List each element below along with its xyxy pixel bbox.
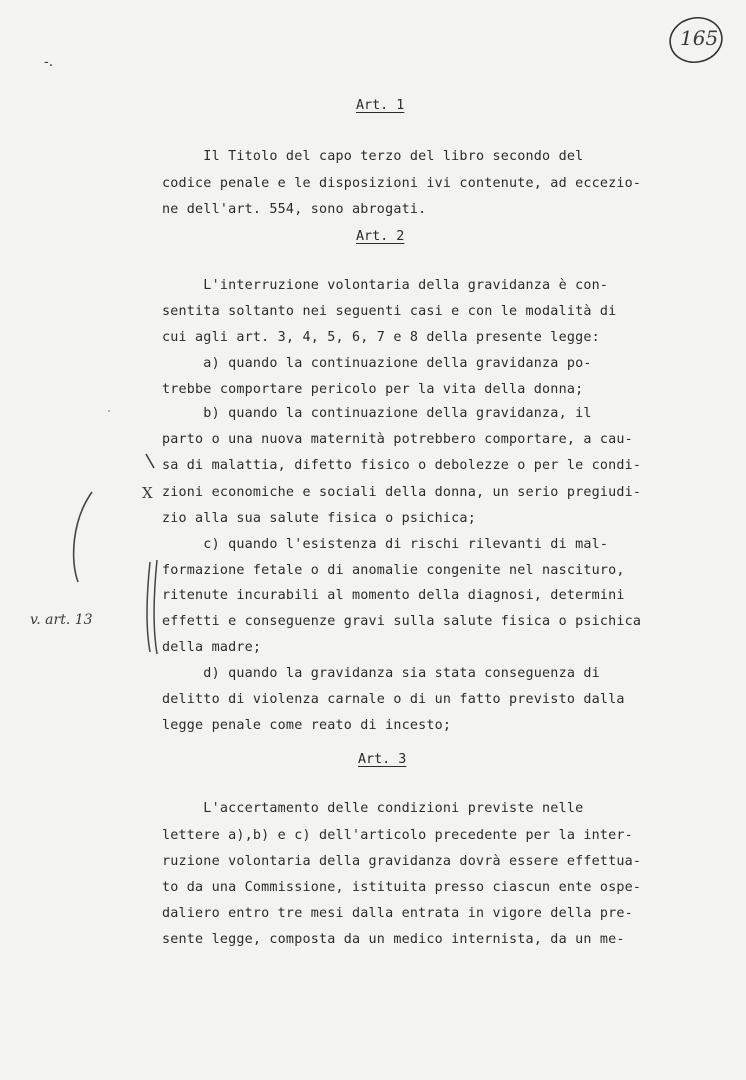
article-2-line: c) quando l'esistenza di rischi rilevanti di mal- (162, 537, 609, 552)
article-1-line: Il Titolo del capo terzo del libro secondo del (162, 149, 584, 164)
margin-mark-top: -. (44, 54, 54, 70)
article-2-line: L'interruzione volontaria della gravidanza è con- (162, 278, 609, 293)
article-3-line: lettere a),b) e c) dell'articolo precedente per la inter- (162, 828, 633, 843)
article-2-line: legge penale come reato di incesto; (162, 718, 452, 733)
article-3-line: daliero entro tre mesi dalla entrata in vigore della pre- (162, 906, 633, 921)
article-2-line: zio alla sua salute fisica o psichica; (162, 511, 476, 526)
article-2-line: effetti e conseguenze gravi sulla salute fisica o psichica (162, 614, 642, 629)
article-3-line: sente legge, composta da un medico internista, da un me- (162, 932, 625, 947)
article-2-heading: Art. 2 (356, 229, 405, 244)
article-3-heading: Art. 3 (358, 752, 407, 767)
article-3-line: to da una Commissione, istituita presso ciascun ente ospe- (162, 880, 642, 895)
article-2-line: parto o una nuova maternità potrebbero comportare, a cau- (162, 432, 633, 447)
margin-cross-mark: X (142, 484, 153, 502)
article-2-line: zioni economiche e sociali della donna, un serio pregiudi- (162, 485, 642, 500)
margin-double-line-1 (147, 562, 150, 652)
article-2-line: ritenute incurabili al momento della diagnosi, determini (162, 588, 625, 603)
article-2-line: d) quando la gravidanza sia stata conseguenza di (162, 666, 600, 681)
margin-tick (146, 454, 154, 468)
article-2-line: delitto di violenza carnale o di un fatto previsto dalla (162, 692, 625, 707)
article-3-line: L'accertamento delle condizioni previste nelle (162, 801, 584, 816)
article-2-line: a) quando la continuazione della gravidanza po- (162, 356, 592, 371)
article-2-line: b) quando la continuazione della gravidanza, il (162, 406, 592, 421)
article-2-line: della madre; (162, 640, 262, 655)
page-number: 165 (680, 26, 719, 50)
article-2-line: cui agli art. 3, 4, 5, 6, 7 e 8 della presente legge: (162, 330, 600, 345)
article-3-line: ruzione volontaria della gravidanza dovrà essere effettua- (162, 854, 642, 869)
article-2-line: sa di malattia, difetto fisico o debolezze o per le condi- (162, 458, 642, 473)
margin-double-line-2 (154, 560, 157, 654)
article-2-line: sentita soltanto nei seguenti casi e con le modalità di (162, 304, 617, 319)
article-1-heading: Art. 1 (356, 98, 405, 113)
margin-bracket (74, 492, 92, 582)
article-2-line: formazione fetale o di anomalie congenite nel nascituro, (162, 563, 625, 578)
article-1-line: ne dell'art. 554, sono abrogati. (162, 202, 427, 217)
page-number-circle (666, 13, 726, 67)
article-1-line: codice penale e le disposizioni ivi contenute, ad eccezio- (162, 176, 642, 191)
margin-reference-note: v. art. 13 (30, 612, 93, 628)
article-2-line: trebbe comportare pericolo per la vita della donna; (162, 382, 584, 397)
